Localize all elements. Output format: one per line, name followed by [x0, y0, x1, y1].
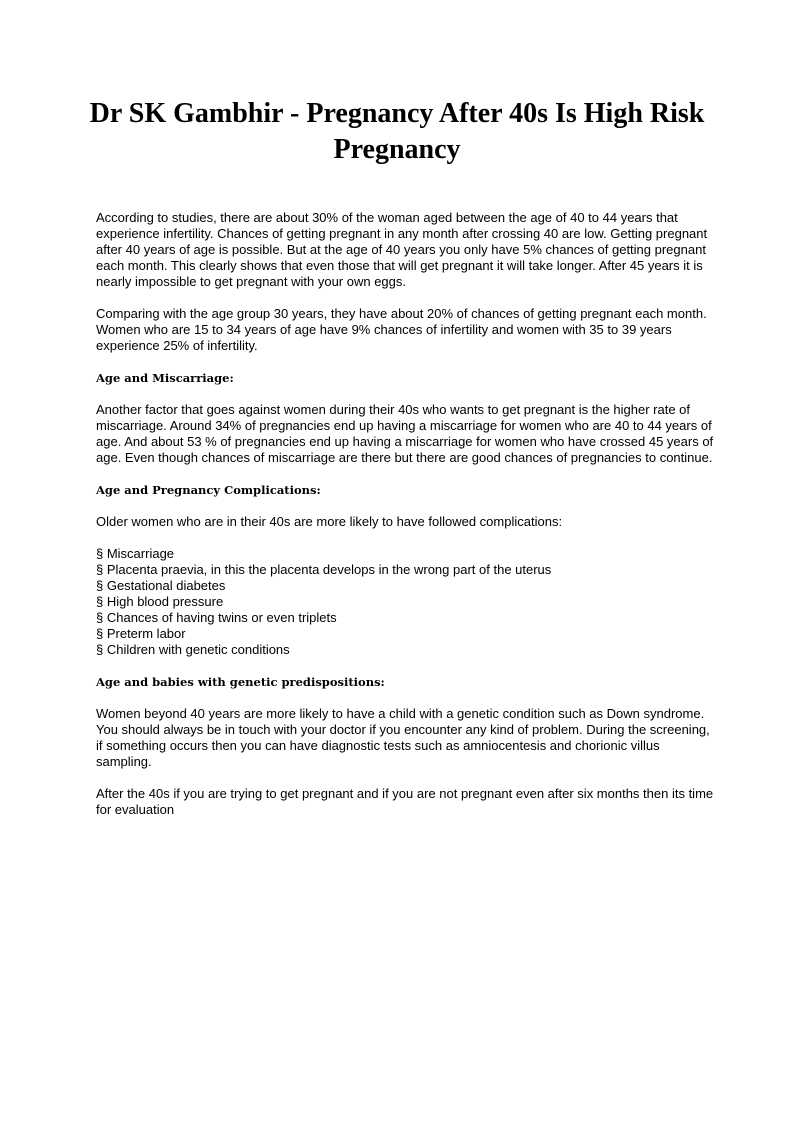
intro-paragraph-2: Comparing with the age group 30 years, they have about 20% of chances of getting pregnant each month. Women who are 15 to 34 years of age have 9% chances of infertility and women with 35 to 39 years experience 25% of infertility. [96, 306, 707, 353]
complications-paragraph: Older women who are in their 40s are more likely to have followed complications: [96, 514, 563, 529]
page-title: Dr SK Gambhir - Pregnancy After 40s Is High Risk Pregnancy [89, 98, 705, 165]
list-item: § High blood pressure [96, 594, 224, 609]
list-item: § Placenta praevia, in this the placenta develops in the wrong part of the uterus [96, 562, 552, 577]
list-item: § Miscarriage [96, 546, 175, 561]
list-item: § Children with genetic conditions [96, 642, 290, 657]
section-heading-genetic: Age and babies with genetic predispositions: [96, 675, 385, 689]
evaluation-paragraph: After the 40s if you are trying to get pregnant and if you are not pregnant even after six months then its time for evaluation [96, 786, 714, 817]
miscarriage-paragraph: Another factor that goes against women during their 40s who wants to get pregnant is the higher rate of miscarriage. Around 34% of pregnancies end up having a miscarriage for women who are 40 to 44 years of age. And about 53 % of pregnancies end up having a miscarriage for women who have crossed 45 years of age. Even though chances of miscarriage are there but there are good chances of pregnancies to continue. [96, 402, 714, 465]
intro-paragraph-1: According to studies, there are about 30% of the woman aged between the age of 40 to 44 years that experience infertility. Chances of getting pregnant in any month after crossing 40 are low. Getting pregnant after 40 years of age is possible. But at the age of 40 years you only have 5% chances of getting pregnant each month. This clearly shows that even those that will get pregnant it will take longer. After 45 years it is nearly impossible to get pregnant with your own eggs. [96, 210, 708, 289]
section-heading-miscarriage: Age and Miscarriage: [96, 371, 234, 385]
list-item: § Preterm labor [96, 626, 186, 641]
list-item: § Chances of having twins or even triplets [96, 610, 337, 625]
list-item: § Gestational diabetes [96, 578, 226, 593]
document-body [96, 210, 716, 834]
section-heading-complications: Age and Pregnancy Complications: [96, 483, 321, 497]
complications-list [96, 546, 716, 658]
genetic-paragraph: Women beyond 40 years are more likely to have a child with a genetic condition such as Down syndrome. You should always be in touch with your doctor if you encounter any kind of problem. During the screening, if something occurs then you can have diagnostic tests such as amniocentesis and chorionic villus sampling. [96, 706, 710, 769]
